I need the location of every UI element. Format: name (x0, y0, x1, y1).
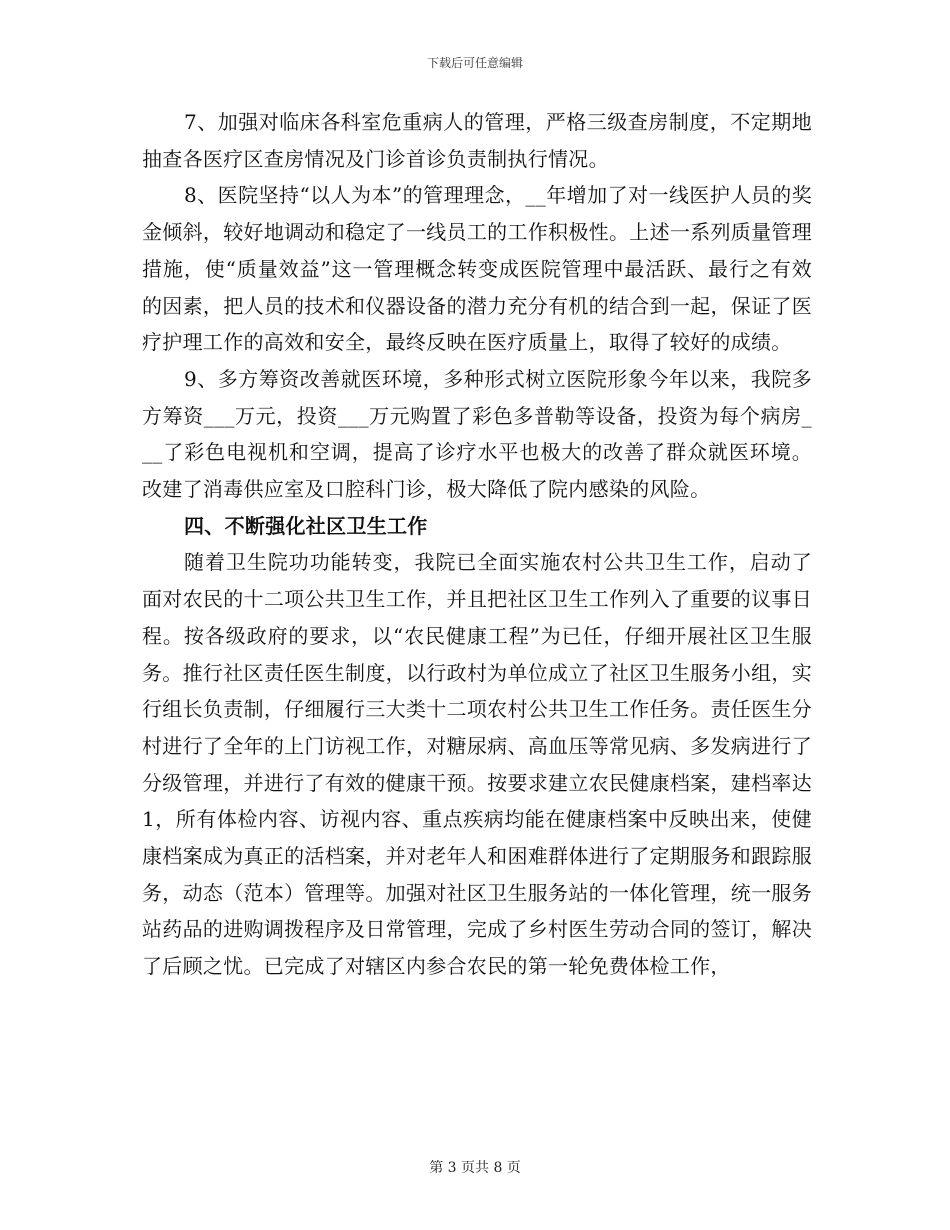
section-heading: 四、不断强化社区卫生工作 (184, 513, 428, 538)
paragraph-item-7: 7、加强对临床各科室危重病人的管理，严格三级查房制度，不定期地抽查各医疗区查房情况及门诊首诊负责制执行情况。 (142, 110, 812, 171)
section-body-paragraph: 随着卫生院功功能转变，我院已全面实施农村公共卫生工作，启动了面对农民的十二项公共卫生工作，并且把社区卫生工作列入了重要的议事日程。按各级政府的要求，以“农民健康工程”为已任，仔细开展社区卫生服务。推行社区责任医生制度，以行政村为单位成立了社区卫生服务小组，实行组长负责制，仔细履行三大类十二项农村公共卫生工作任务。责任医生分村进行了全年的上门访视工作，对糖尿病、高血压等常见病、多发病进行了分级管理，并进行了有效的健康干预。按要求建立农民健康档案，建档率达1，所有体检内容、访视内容、重点疾病均能在健康档案中反映出来，使健康档案成为真正的活档案，并对老年人和困难群体进行了定期服务和跟踪服务，动态（范本）管理等。加强对社区卫生服务站的一体化管理，统一服务站药品的进购调拨程序及日常管理，完成了乡村医生劳动合同的签订，解决了后顾之忧。已完成了对辖区内参合农民的第一轮免费体检工作， (142, 550, 812, 979)
document-body (142, 104, 812, 985)
paragraph-item-8: 8、医院坚持“以人为本”的管理理念，__年增加了对一线医护人员的奖金倾斜，较好地调动和稳定了一线员工的工作积极性。上述一系列质量管理措施，使“质量效益”这一管理概念转变成医院管理中最活跃、最行之有效的因素，把人员的技术和仪器设备的潜力充分有机的结合到一起，保证了医疗护理工作的高效和安全，最终反映在医疗质量上，取得了较好的成绩。 (142, 183, 812, 355)
page-header: 下载后可任意编辑 (426, 56, 523, 70)
page-footer: 第 3 页共 8 页 (429, 1160, 521, 1176)
paragraph-item-9: 9、多方筹资改善就医环境，多种形式树立医院形象今年以来，我院多方筹资___万元，投资___万元购置了彩色多普勒等设备，投资为每个病房___了彩色电视机和空调，提高了诊疗水平也极大的改善了群众就医环境。改建了消毒供应室及口腔科门诊，极大降低了院内感染的风险。 (142, 366, 812, 502)
